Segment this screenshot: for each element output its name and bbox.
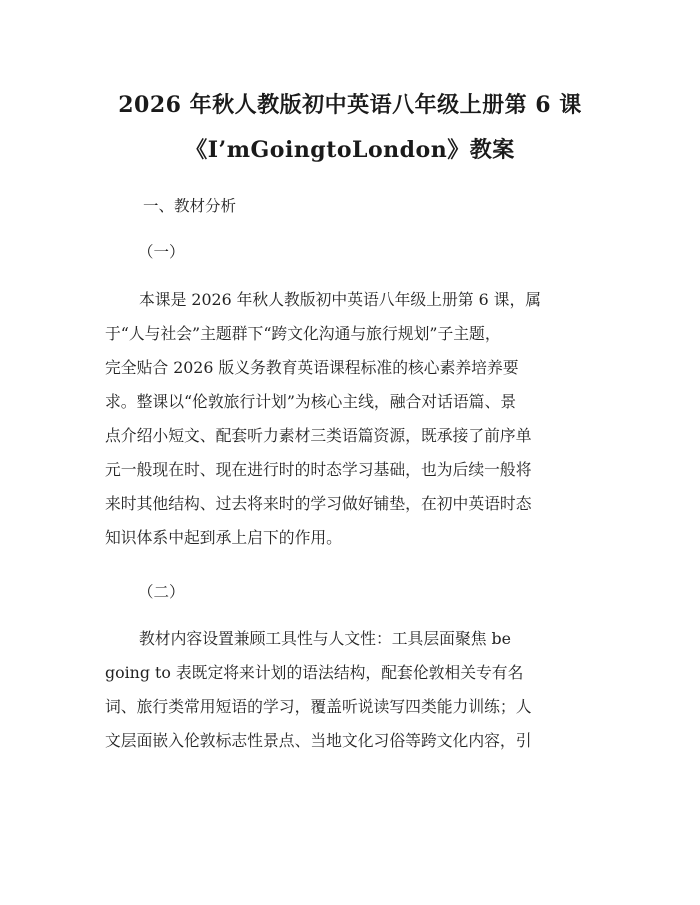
paragraph-1 — [105, 283, 597, 555]
paragraph-1-line: 完全贴合 2026 版义务教育英语课程标准的核心素养培养要 — [105, 358, 519, 377]
sub-heading-2: （二） — [138, 583, 185, 601]
paragraph-1-line: 本课是 2026 年秋人教版初中英语八年级上册第 6 课，属 — [139, 290, 542, 309]
paragraph-2 — [105, 622, 597, 758]
paragraph-1-line: 元一般现在时、现在进行时的时态学习基础，也为后续一般将 — [105, 460, 532, 479]
section-heading: 一、教材分析 — [143, 197, 237, 215]
paragraph-2-line: going to 表既定将来计划的语法结构，配套伦敦相关专有名 — [105, 663, 524, 682]
paragraph-2-line: 文层面嵌入伦敦标志性景点、当地文化习俗等跨文化内容，引 — [105, 731, 532, 750]
paragraph-1-line: 知识体系中起到承上启下的作用。 — [105, 528, 342, 547]
paragraph-1-line: 求。整课以“伦敦旅行计划”为核心主线，融合对话语篇、景 — [105, 392, 517, 411]
paragraph-1-line: 于“人与社会”主题群下“跨文化沟通与旅行规划”子主题， — [105, 324, 501, 343]
sub-heading-1: （一） — [138, 243, 185, 261]
document-title-line-2: 《I’mGoingtoLondon》教案 — [185, 137, 515, 163]
paragraph-2-line: 教材内容设置兼顾工具性与人文性：工具层面聚焦 be — [139, 629, 512, 648]
paragraph-2-line: 词、旅行类常用短语的学习，覆盖听说读写四类能力训练；人 — [105, 697, 532, 716]
paragraph-1-line: 来时其他结构、过去将来时的学习做好铺垫，在初中英语时态 — [105, 494, 532, 513]
document-title-line-1: 2026 年秋人教版初中英语八年级上册第 6 课 — [118, 92, 582, 118]
paragraph-1-line: 点介绍小短文、配套听力素材三类语篇资源，既承接了前序单 — [105, 426, 532, 445]
